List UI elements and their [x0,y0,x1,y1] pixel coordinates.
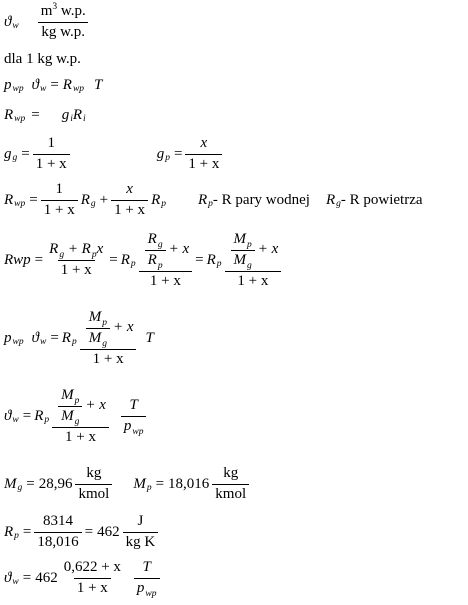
symbol: R [72,107,83,123]
symbol: M [133,475,146,492]
subscript: g [59,250,65,261]
equation-pressure-volume [4,310,154,367]
subscript: g [74,416,80,427]
subscript: p [165,152,170,163]
numerator: 1 [55,181,63,197]
operator: = [22,523,32,540]
theta-symbol: ϑ [31,77,39,93]
theta-symbol: ϑ [31,330,39,347]
subscript: p [208,198,213,209]
equation-state [4,78,102,93]
symbol: R [4,523,14,540]
equation-final [4,560,163,597]
fraction [134,560,160,597]
numerator: T [142,559,151,575]
operator: = [31,107,40,123]
subscript: i [70,113,73,124]
symbol: M [4,475,17,492]
exponent: 3 [52,2,58,12]
numerator: x [200,135,208,151]
symbol: R [147,251,157,268]
numerator: 1 [47,135,55,151]
unit-numerator: m [40,3,53,19]
denominator: kg K [123,532,159,551]
compound-fraction [225,232,282,289]
operator: = [21,145,30,162]
equation-molar-masses [4,466,252,503]
fraction [34,514,81,551]
expression: + x [257,241,279,258]
subscript: w [39,83,47,94]
compound-fraction [139,232,192,289]
subscript: g [157,240,163,250]
numerator: 8314 [43,513,74,529]
compound-fraction [52,388,109,445]
operator: = [26,475,35,492]
fraction [185,136,222,173]
operator: = [22,569,32,586]
unit-fraction [212,466,249,503]
subscript: wp [145,588,157,599]
value: 462 [35,569,58,586]
denominator: 1 + x [58,260,95,279]
subscript: p [157,260,163,271]
subscript: p [44,414,50,425]
equation-specific-volume-unit [4,4,92,41]
denominator: kmol [212,484,249,503]
theta-symbol: ϑ [4,408,12,425]
symbol: T [145,330,154,347]
subscript: w [39,336,47,347]
unit-fraction [75,466,112,503]
symbol: R [151,191,161,208]
numerator: J [137,513,144,529]
equation-specific-volume [4,388,149,445]
operator: = [109,252,118,269]
subscript: p [71,336,77,347]
theta-symbol: ϑ [4,569,12,586]
equation-rp-value [4,514,161,551]
equation-mass-fractions [4,136,225,173]
operator: = [195,252,204,269]
symbol: g [156,145,165,162]
denominator: 1 + x [74,578,111,597]
subscript: p [102,318,107,328]
symbol: R [61,330,71,347]
fraction [46,242,106,279]
subscript: w [12,20,19,31]
text-line: dla 1 kg w.p. [4,51,81,67]
fraction [33,136,70,173]
symbol: x [96,241,104,258]
operator: = [50,330,59,347]
numerator: T [129,397,138,414]
symbol: p [136,579,145,596]
symbol: R [197,191,208,208]
symbol: M [233,251,247,268]
expression: + x [168,241,190,258]
subscript: wp [14,113,26,124]
denominator: 1 + x [139,271,192,290]
fraction [121,397,147,438]
denominator: 1 + x [33,154,70,173]
symbol: + R [64,241,91,258]
denominator: 1 + x [52,427,109,446]
symbol: M [233,231,247,247]
equation-rwp-derivation [4,232,284,289]
denominator: kmol [75,484,112,503]
operator: + [99,191,109,208]
subscript: p [130,258,136,269]
subscript: p [161,198,166,209]
operator: = [155,475,165,492]
operator: = [22,408,32,425]
annotation-text: - R powietrza [340,191,423,208]
symbol: p [123,418,132,435]
numerator: 0,622 + x [63,559,121,575]
subscript: w [12,414,19,425]
numerator: x [126,181,133,197]
subscript: p [216,258,222,269]
value: 28,96 [38,475,73,492]
equation-rwp-expansion [4,182,423,219]
symbol: R [120,252,130,269]
symbol: p [4,330,12,347]
numerator: kg [223,465,239,481]
compound-fraction [80,310,137,367]
operator: = [173,145,183,162]
numerator: kg [86,465,102,481]
subscript: p [91,250,97,261]
subscript: wp [12,336,24,347]
symbol: M [61,407,74,424]
subscript: p [146,482,152,493]
subscript: wp [12,83,24,94]
operator: = [34,252,44,269]
subscript: p [247,240,252,250]
operator: = [29,191,38,208]
symbol: R [206,252,216,269]
unit-fraction [123,514,159,551]
symbol: Rwp [4,252,31,269]
unit-denominator: kg w.p. [38,22,88,41]
denominator: 1 + x [225,271,282,290]
subscript: p [74,396,80,406]
expression: + x [85,397,106,414]
subscript: wp [14,198,26,209]
symbol: R [34,408,44,425]
symbol: R [147,231,157,247]
fraction [61,560,124,597]
subscript: g [90,198,96,209]
equation-gas-constant [4,108,86,123]
value: 18,016 [168,475,210,492]
expression: + x [112,319,134,336]
denominator: 18,016 [34,532,81,551]
denominator: 1 + x [111,200,148,219]
symbol: R [62,77,72,93]
subscript: g [336,198,341,209]
unit-numerator-tail: w.p. [57,3,86,19]
symbol: M [88,309,102,325]
subscript: g [102,338,107,349]
symbol: g [4,145,12,162]
subscript: i [83,113,86,124]
subscript: wp [132,427,144,438]
subscript: wp [72,83,85,94]
subscript: g [12,152,18,163]
subscript: p [14,530,19,541]
fraction [41,182,78,219]
operator: = [84,523,94,540]
theta-symbol: ϑ [4,13,12,30]
fraction [111,182,148,219]
symbol: M [88,329,102,346]
operator: = [50,77,59,93]
subscript: g [17,482,23,493]
symbol: M [61,387,74,403]
symbol: g [61,107,70,123]
subscript: w [12,576,19,587]
symbol: R [325,191,336,208]
symbol: R [4,107,14,123]
annotation-text: - R pary wodnej [212,191,310,208]
symbol: R [80,191,90,208]
unit-fraction [38,4,89,41]
denominator: 1 + x [80,349,137,368]
symbol: T [94,77,103,93]
symbol: R [4,191,14,208]
denominator: 1 + x [185,154,222,173]
symbol: R [49,241,59,258]
denominator: 1 + x [41,200,78,219]
symbol: p [4,77,12,93]
subscript: g [247,260,252,271]
value: 462 [97,523,120,540]
